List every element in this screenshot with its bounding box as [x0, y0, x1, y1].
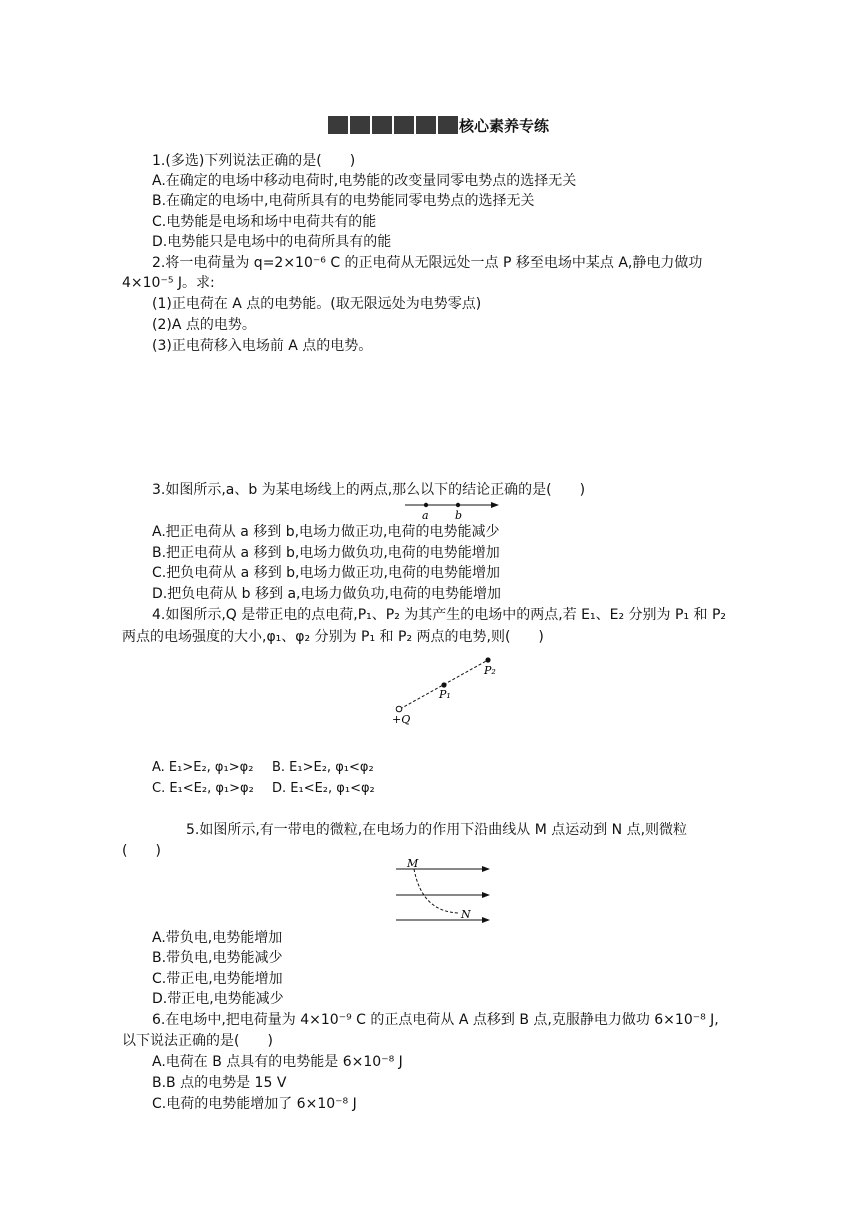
q2-stem-line2: 4×10⁻⁵ J。求:	[122, 275, 215, 291]
q4-option-a: A. E₁>E₂, φ₁>φ₂	[152, 760, 254, 775]
field-arrow	[491, 502, 499, 508]
q5-option-a: A.带负电,电势能增加	[152, 930, 283, 946]
q5-option-d: D.带正电,电势能减少	[152, 991, 284, 1007]
label-q: +Q	[392, 713, 411, 726]
field-arrow-1	[482, 866, 490, 872]
q6-option-b: B.B 点的电势是 15 V	[152, 1075, 287, 1091]
q2-part-3: (3)正电荷移入电场前 A 点的电势。	[152, 338, 373, 354]
q1-option-b: B.在确定的电场中,电荷所具有的电势能同零电势点的选择无关	[152, 193, 535, 209]
q6-stem-line1: 6.在电场中,把电荷量为 4×10⁻⁹ C 的正点电荷从 A 点移到 B 点,克服静电力做功 6×10⁻⁸ J,	[152, 1012, 719, 1028]
q3-field-line-figure	[402, 497, 502, 523]
particle-path	[414, 869, 459, 913]
q3-option-a: A.把正电荷从 a 移到 b,电场力做正功,电荷的电势能减少	[152, 524, 500, 540]
label-m: M	[407, 857, 419, 870]
q3-option-d: D.把负电荷从 b 移到 a,电场力做负功,电荷的电势能增加	[152, 586, 501, 602]
field-arrow-2	[482, 892, 490, 898]
q5-option-c: C.带正电,电势能增加	[152, 971, 283, 987]
q5-field-figure	[392, 854, 502, 926]
point-p1	[441, 682, 446, 687]
point-a	[424, 503, 428, 507]
q3-option-c: C.把负电荷从 a 移到 b,电场力做正功,电荷的电势能增加	[152, 565, 500, 581]
q4-option-b: B. E₁>E₂, φ₁<φ₂	[272, 760, 374, 775]
label-b: b	[455, 509, 463, 522]
q3-stem: 3.如图所示,a、b 为某电场线上的两点,那么以下的结论正确的是( )	[152, 482, 586, 498]
header-decoration	[328, 116, 458, 134]
point-b	[456, 503, 460, 507]
q4-stem-line1: 4.如图所示,Q 是带正电的点电荷,P₁、P₂ 为其产生的电场中的两点,若 E₁、E₂ 分别为 P₁ 和 P₂	[152, 607, 727, 623]
q4-stem-line2: 两点的电场强度的大小,φ₁、φ₂ 分别为 P₁ 和 P₂ 两点的电势,则( )	[122, 629, 544, 645]
point-p2	[485, 657, 490, 662]
charge-q	[396, 706, 402, 712]
q4-option-c: C. E₁<E₂, φ₁>φ₂	[152, 781, 254, 796]
q2-part-2: (2)A 点的电势。	[152, 317, 256, 333]
q1-option-a: A.在确定的电场中移动电荷时,电势能的改变量同零电势点的选择无关	[152, 173, 577, 189]
q6-stem-line2: 以下说法正确的是( )	[122, 1033, 273, 1049]
q4-option-d: D. E₁<E₂, φ₁<φ₂	[272, 781, 375, 796]
field-arrow-3	[482, 917, 490, 923]
q6-option-c: C.电荷的电势能增加了 6×10⁻⁸ J	[152, 1096, 357, 1112]
q2-part-1: (1)正电荷在 A 点的电势能。(取无限远处为电势零点)	[152, 296, 482, 312]
page-title: 核心素养专练	[459, 117, 550, 135]
label-p2: P₂	[484, 664, 496, 677]
label-n: N	[461, 908, 471, 921]
label-a: a	[422, 509, 429, 522]
q4-point-charge-figure	[388, 650, 508, 730]
q6-option-a: A.电荷在 B 点具有的电势能是 6×10⁻⁸ J	[152, 1054, 403, 1070]
label-p1: P₁	[439, 688, 451, 701]
q5-stem-line2: ( )	[122, 843, 161, 859]
q1-option-d: D.电势能只是电场中的电荷所具有的能	[152, 234, 392, 250]
q5-stem-line1: 5.如图所示,有一带电的微粒,在电场力的作用下沿曲线从 M 点运动到 N 点,则微粒	[186, 822, 688, 838]
q1-option-c: C.电势能是电场和场中电荷共有的能	[152, 214, 377, 230]
q3-option-b: B.把正电荷从 a 移到 b,电场力做负功,电荷的电势能增加	[152, 545, 500, 561]
q2-stem-line1: 2.将一电荷量为 q=2×10⁻⁶ C 的正电荷从无限远处一点 P 移至电场中某点 A,静电力做功	[152, 255, 703, 271]
q5-option-b: B.带负电,电势能减少	[152, 950, 283, 966]
q1-stem: 1.(多选)下列说法正确的是( )	[152, 153, 356, 169]
